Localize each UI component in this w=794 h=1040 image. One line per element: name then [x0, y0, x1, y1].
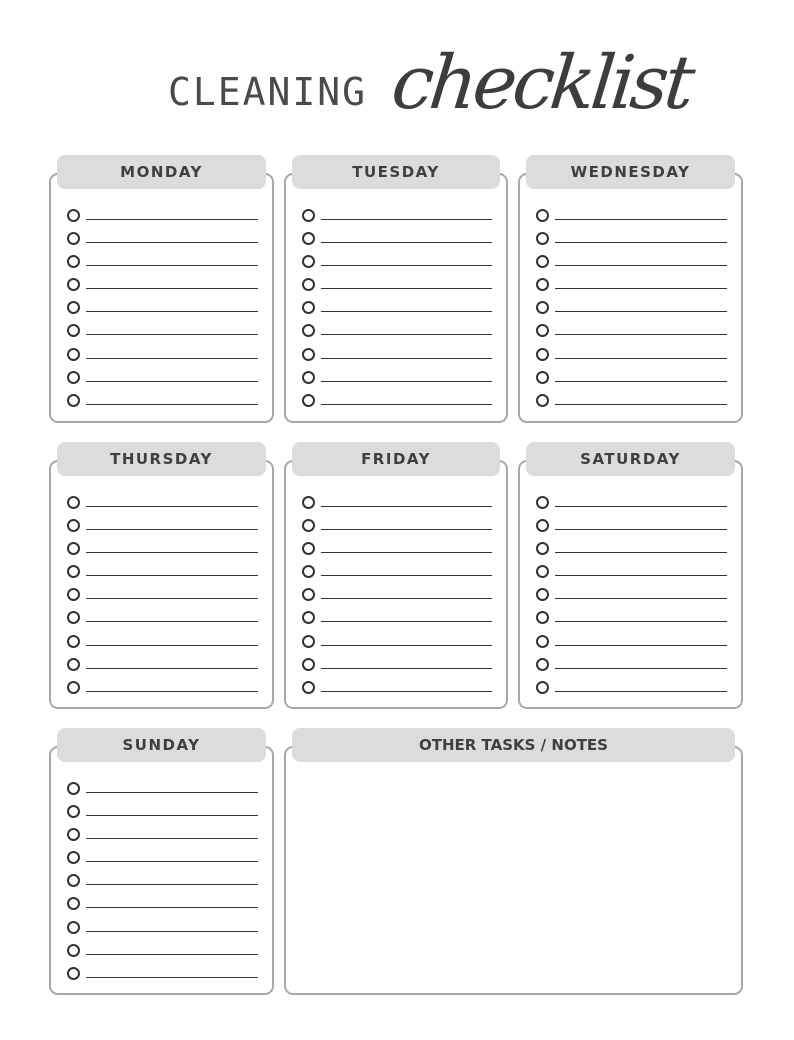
notes-header: OTHER TASKS / NOTES [292, 728, 735, 762]
checklist-item [534, 515, 727, 538]
day-card-thursday [49, 442, 274, 709]
checklist [300, 492, 492, 700]
checklist-item [534, 228, 727, 251]
checkbox-circle-icon[interactable] [67, 255, 80, 268]
checklist-item [300, 631, 492, 654]
checklist-item [534, 654, 727, 677]
write-in-line[interactable] [321, 621, 492, 622]
checklist-item [65, 631, 258, 654]
checkbox-circle-icon[interactable] [536, 496, 549, 509]
checkbox-circle-icon[interactable] [67, 301, 80, 314]
write-in-line[interactable] [321, 668, 492, 669]
title-script-text [387, 10, 695, 145]
write-in-line[interactable] [86, 334, 258, 335]
checklist-item [534, 390, 727, 413]
write-in-line[interactable] [86, 552, 258, 553]
checkbox-circle-icon[interactable] [67, 805, 80, 818]
checkbox-circle-icon[interactable] [302, 565, 315, 578]
checklist-item [300, 492, 492, 515]
day-header: SATURDAY [526, 442, 735, 476]
checkbox-circle-icon[interactable] [67, 658, 80, 671]
checklist-item [300, 320, 492, 343]
checkbox-circle-icon[interactable] [536, 255, 549, 268]
checkbox-circle-icon[interactable] [536, 588, 549, 601]
checkbox-circle-icon[interactable] [536, 278, 549, 291]
checkbox-circle-icon[interactable] [302, 611, 315, 624]
write-in-line[interactable] [86, 792, 258, 793]
write-in-line[interactable] [321, 552, 492, 553]
checklist-item [300, 297, 492, 320]
checkbox-circle-icon[interactable] [302, 301, 315, 314]
checkbox-circle-icon[interactable] [536, 371, 549, 384]
day-header: WEDNESDAY [526, 155, 735, 189]
write-in-line[interactable] [86, 668, 258, 669]
checklist-item [65, 297, 258, 320]
checklist-item [300, 344, 492, 367]
checklist-item [65, 847, 258, 870]
write-in-line[interactable] [321, 645, 492, 646]
day-header: MONDAY [57, 155, 266, 189]
write-in-line[interactable] [321, 265, 492, 266]
write-in-line[interactable] [86, 575, 258, 576]
write-in-line[interactable] [555, 691, 727, 692]
checklist-item [65, 893, 258, 916]
write-in-line[interactable] [555, 219, 727, 220]
checkbox-circle-icon[interactable] [536, 542, 549, 555]
checklist-item [65, 561, 258, 584]
checklist-item [300, 607, 492, 630]
checklist-item [65, 917, 258, 940]
checkbox-circle-icon[interactable] [67, 278, 80, 291]
checklist-item [65, 228, 258, 251]
write-in-line[interactable] [321, 242, 492, 243]
checkbox-circle-icon[interactable] [67, 828, 80, 841]
write-in-line[interactable] [86, 621, 258, 622]
write-in-line[interactable] [321, 529, 492, 530]
write-in-line[interactable] [321, 381, 492, 382]
write-in-line[interactable] [321, 691, 492, 692]
write-in-line[interactable] [86, 838, 258, 839]
write-in-line[interactable] [321, 288, 492, 289]
checkbox-circle-icon[interactable] [67, 324, 80, 337]
notes-card [284, 728, 743, 995]
checkbox-circle-icon[interactable] [536, 658, 549, 671]
checkbox-circle-icon[interactable] [67, 519, 80, 532]
write-in-line[interactable] [321, 358, 492, 359]
write-in-line[interactable] [86, 931, 258, 932]
checklist-item [300, 274, 492, 297]
checkbox-circle-icon[interactable] [67, 232, 80, 245]
write-in-line[interactable] [86, 861, 258, 862]
checklist-item [534, 677, 727, 700]
checklist [300, 205, 492, 413]
write-in-line[interactable] [555, 645, 727, 646]
checkbox-circle-icon[interactable] [302, 394, 315, 407]
write-in-line[interactable] [86, 381, 258, 382]
checklist-item [534, 297, 727, 320]
day-header: THURSDAY [57, 442, 266, 476]
checkbox-circle-icon[interactable] [302, 371, 315, 384]
checkbox-circle-icon[interactable] [302, 348, 315, 361]
checkbox-circle-icon[interactable] [67, 542, 80, 555]
write-in-line[interactable] [321, 404, 492, 405]
checkbox-circle-icon[interactable] [67, 874, 80, 887]
day-card-wednesday [518, 155, 743, 423]
checklist-item [65, 344, 258, 367]
checkbox-circle-icon[interactable] [536, 611, 549, 624]
day-card-sunday [49, 728, 274, 995]
checkbox-circle-icon[interactable] [536, 232, 549, 245]
checkbox-circle-icon[interactable] [536, 394, 549, 407]
checkbox-circle-icon[interactable] [302, 278, 315, 291]
write-in-line[interactable] [555, 381, 727, 382]
write-in-line[interactable] [86, 311, 258, 312]
write-in-line[interactable] [86, 265, 258, 266]
checklist-item [534, 631, 727, 654]
checkbox-circle-icon[interactable] [302, 496, 315, 509]
checklist-item [300, 228, 492, 251]
write-in-line[interactable] [555, 552, 727, 553]
checkbox-circle-icon[interactable] [67, 611, 80, 624]
checklist [534, 205, 727, 413]
write-in-line[interactable] [321, 311, 492, 312]
write-in-line[interactable] [555, 598, 727, 599]
checklist [65, 205, 258, 413]
day-header: TUESDAY [292, 155, 500, 189]
checklist-item [65, 515, 258, 538]
day-card-friday [284, 442, 508, 709]
checkbox-circle-icon[interactable] [302, 209, 315, 222]
write-in-line[interactable] [555, 575, 727, 576]
checklist-item [65, 492, 258, 515]
checkbox-circle-icon[interactable] [536, 209, 549, 222]
checklist-item [300, 654, 492, 677]
checklist-item [534, 607, 727, 630]
day-header: FRIDAY [292, 442, 500, 476]
day-header: SUNDAY [57, 728, 266, 762]
checkbox-circle-icon[interactable] [302, 635, 315, 648]
write-in-line[interactable] [86, 506, 258, 507]
write-in-line[interactable] [86, 358, 258, 359]
checkbox-circle-icon[interactable] [302, 519, 315, 532]
checkbox-circle-icon[interactable] [302, 658, 315, 671]
checklist-item [300, 251, 492, 274]
checkbox-circle-icon[interactable] [302, 324, 315, 337]
checkbox-circle-icon[interactable] [67, 565, 80, 578]
write-in-line[interactable] [555, 334, 727, 335]
checklist-item [300, 367, 492, 390]
checkbox-circle-icon[interactable] [67, 944, 80, 957]
write-in-line[interactable] [86, 977, 258, 978]
checklist-item [300, 205, 492, 228]
checklist-item [534, 492, 727, 515]
checkbox-circle-icon[interactable] [67, 635, 80, 648]
write-in-line[interactable] [555, 621, 727, 622]
checklist [65, 778, 258, 986]
checklist-item [534, 251, 727, 274]
checklist-item [300, 584, 492, 607]
checklist-item [65, 538, 258, 561]
checklist-item [65, 390, 258, 413]
checkbox-circle-icon[interactable] [536, 681, 549, 694]
checkbox-circle-icon[interactable] [536, 324, 549, 337]
checklist-item [65, 824, 258, 847]
checklist-item [300, 515, 492, 538]
write-in-line[interactable] [86, 404, 258, 405]
checklist-item [65, 607, 258, 630]
checkbox-circle-icon[interactable] [536, 301, 549, 314]
title-script-word: checklist [387, 40, 695, 126]
day-card-saturday [518, 442, 743, 709]
checklist-item [534, 584, 727, 607]
write-in-line[interactable] [321, 334, 492, 335]
checklist-item [65, 778, 258, 801]
write-in-line[interactable] [86, 815, 258, 816]
checklist-item [534, 538, 727, 561]
checklist-item [65, 251, 258, 274]
checklist-item [300, 538, 492, 561]
checkbox-circle-icon[interactable] [536, 565, 549, 578]
write-in-line[interactable] [86, 954, 258, 955]
write-in-line[interactable] [321, 598, 492, 599]
write-in-line[interactable] [86, 242, 258, 243]
checklist-item [65, 205, 258, 228]
checkbox-circle-icon[interactable] [302, 255, 315, 268]
checklist-item [300, 390, 492, 413]
write-in-line[interactable] [86, 529, 258, 530]
checklist-item [65, 367, 258, 390]
write-in-line[interactable] [555, 311, 727, 312]
checklist-item [65, 940, 258, 963]
write-in-line[interactable] [86, 907, 258, 908]
write-in-line[interactable] [555, 265, 727, 266]
checklist-item [65, 584, 258, 607]
checklist-item [65, 677, 258, 700]
checklist-item [300, 677, 492, 700]
write-in-line[interactable] [86, 884, 258, 885]
checklist-item [65, 274, 258, 297]
checkbox-circle-icon[interactable] [67, 921, 80, 934]
checklist-item [534, 367, 727, 390]
checklist [65, 492, 258, 700]
checkbox-circle-icon[interactable] [302, 232, 315, 245]
write-in-line[interactable] [555, 242, 727, 243]
checklist-item [534, 344, 727, 367]
day-card-monday [49, 155, 274, 423]
write-in-line[interactable] [86, 691, 258, 692]
write-in-line[interactable] [86, 645, 258, 646]
write-in-line[interactable] [86, 288, 258, 289]
notes-area[interactable] [288, 768, 739, 991]
checkbox-circle-icon[interactable] [67, 394, 80, 407]
write-in-line[interactable] [555, 668, 727, 669]
checkbox-circle-icon[interactable] [67, 209, 80, 222]
write-in-line[interactable] [555, 404, 727, 405]
checkbox-circle-icon[interactable] [536, 519, 549, 532]
write-in-line[interactable] [321, 506, 492, 507]
write-in-line[interactable] [86, 219, 258, 220]
checkbox-circle-icon[interactable] [67, 967, 80, 980]
checklist-item [65, 320, 258, 343]
checklist-item [534, 274, 727, 297]
checkbox-circle-icon[interactable] [67, 897, 80, 910]
checklist-item [534, 320, 727, 343]
write-in-line[interactable] [321, 219, 492, 220]
checkbox-circle-icon[interactable] [536, 348, 549, 361]
write-in-line[interactable] [555, 506, 727, 507]
checkbox-circle-icon[interactable] [536, 635, 549, 648]
write-in-line[interactable] [555, 529, 727, 530]
checkbox-circle-icon[interactable] [302, 588, 315, 601]
checkbox-circle-icon[interactable] [67, 496, 80, 509]
checklist [534, 492, 727, 700]
checkbox-circle-icon[interactable] [302, 542, 315, 555]
checklist-item [65, 801, 258, 824]
checkbox-circle-icon[interactable] [302, 681, 315, 694]
write-in-line[interactable] [321, 575, 492, 576]
checklist-item [65, 654, 258, 677]
write-in-line[interactable] [555, 288, 727, 289]
write-in-line[interactable] [555, 358, 727, 359]
checkbox-circle-icon[interactable] [67, 588, 80, 601]
title [0, 10, 794, 145]
checklist-item [534, 205, 727, 228]
checkbox-circle-icon[interactable] [67, 782, 80, 795]
checkbox-circle-icon[interactable] [67, 348, 80, 361]
title-plain-text: CLEANING [168, 70, 368, 114]
checkbox-circle-icon[interactable] [67, 851, 80, 864]
write-in-line[interactable] [86, 598, 258, 599]
day-card-tuesday [284, 155, 508, 423]
checklist-item [65, 963, 258, 986]
checklist-item [65, 870, 258, 893]
checklist-item [534, 561, 727, 584]
checkbox-circle-icon[interactable] [67, 371, 80, 384]
checkbox-circle-icon[interactable] [67, 681, 80, 694]
checklist-item [300, 561, 492, 584]
